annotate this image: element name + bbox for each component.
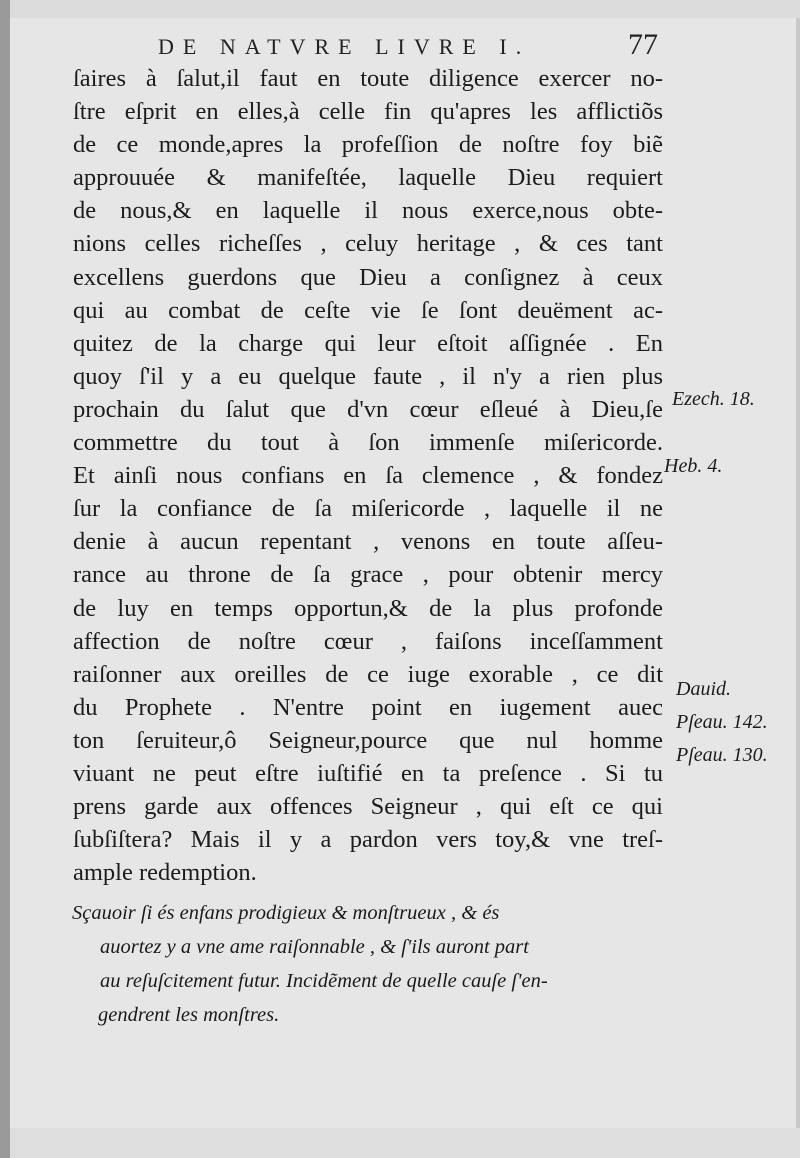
text-line: de ce monde,apres la profeſſion de noſtre foy biẽ: [73, 131, 663, 159]
text-line: Et ainſi nous confians en ſa clemence , & fondez: [73, 462, 663, 490]
text-line: nions celles richeſſes , celuy heritage , & ces tant: [73, 230, 663, 258]
page-number: 77: [628, 28, 658, 61]
text-line: ſubſiſtera? Mais il y a pardon vers toy,& vne treſ-: [73, 826, 663, 854]
text-line: viuant ne peut eſtre iuſtifié en ta preſence . Si tu: [73, 759, 663, 787]
text-line: raiſonner aux oreilles de ce iuge exorable , ce dit: [73, 660, 663, 688]
page-binding-edge: [0, 0, 10, 1158]
text-line: quitez de la charge qui leur eſtoit aſſignée . En: [73, 329, 663, 357]
text-line: excellens guerdons que Dieu a conſignez à ceux: [73, 263, 663, 291]
body-text: [73, 62, 673, 889]
text-line: commettre du tout à ſon immenſe miſericorde.: [73, 429, 663, 457]
text-line: quoy ſ'il y a eu quelque faute , il n'y a rien plus: [73, 362, 663, 390]
text-line: ſaires à ſalut,il faut en toute diligence exercer no-: [73, 65, 663, 92]
text-line: denie à aucun repentant , venons en toute aſſeu-: [73, 528, 663, 556]
page-bottom-shade: [10, 1128, 800, 1158]
text-line: ſur la confiance de ſa miſericorde , laquelle il ne: [73, 495, 663, 523]
heading-line: au reſuſcitement futur. Incidẽment de quelle cauſe ſ'en-: [100, 970, 548, 992]
running-title: DE NATVRE LIVRE I.: [158, 34, 531, 59]
page-top-shade: [10, 0, 800, 18]
text-line: rance au throne de ſa grace , pour obtenir mercy: [73, 561, 663, 589]
margin-note-david: Dauid.: [676, 678, 731, 700]
margin-note-ezech: Ezech. 18.: [672, 388, 755, 410]
heading-line: auortez y a vne ame raiſonnable , & ſ'ils auront part: [100, 936, 529, 958]
margin-note-pseau-142: Pſeau. 142.: [676, 711, 768, 733]
heading-line: Sçauoir ſi és enfans prodigieux & monſtrueux , & és: [72, 902, 500, 924]
heading-line: gendrent les monſtres.: [98, 1004, 280, 1026]
text-line: ample redemption.: [73, 859, 257, 887]
text-line: du Prophete . N'entre point en iugement auec: [73, 693, 663, 721]
text-line: affection de noſtre cœur , faiſons inceſſamment: [73, 627, 663, 655]
text-line: ſtre eſprit en elles,à celle fin qu'apres les afflictiõs: [73, 98, 663, 126]
text-line: ton ſeruiteur,ô Seigneur,pource que nul homme: [73, 726, 663, 754]
text-line: prochain du ſalut que d'vn cœur eſleué à Dieu,ſe: [73, 395, 663, 423]
margin-note-heb: Heb. 4.: [664, 455, 723, 477]
text-line: de luy en temps opportun,& de la plus profonde: [73, 594, 663, 622]
text-line: approuuée & manifeſtée, laquelle Dieu requiert: [73, 164, 663, 192]
text-line: qui au combat de ceſte vie ſe ſont deuëment ac-: [73, 296, 663, 324]
page-right-edge: [796, 0, 800, 1158]
chapter-heading: [70, 896, 680, 1032]
margin-note-pseau-130: Pſeau. 130.: [676, 744, 768, 766]
text-line: prens garde aux offences Seigneur , qui eſt ce qui: [73, 793, 663, 821]
text-line: de nous,& en laquelle il nous exerce,nous obte-: [73, 197, 663, 225]
